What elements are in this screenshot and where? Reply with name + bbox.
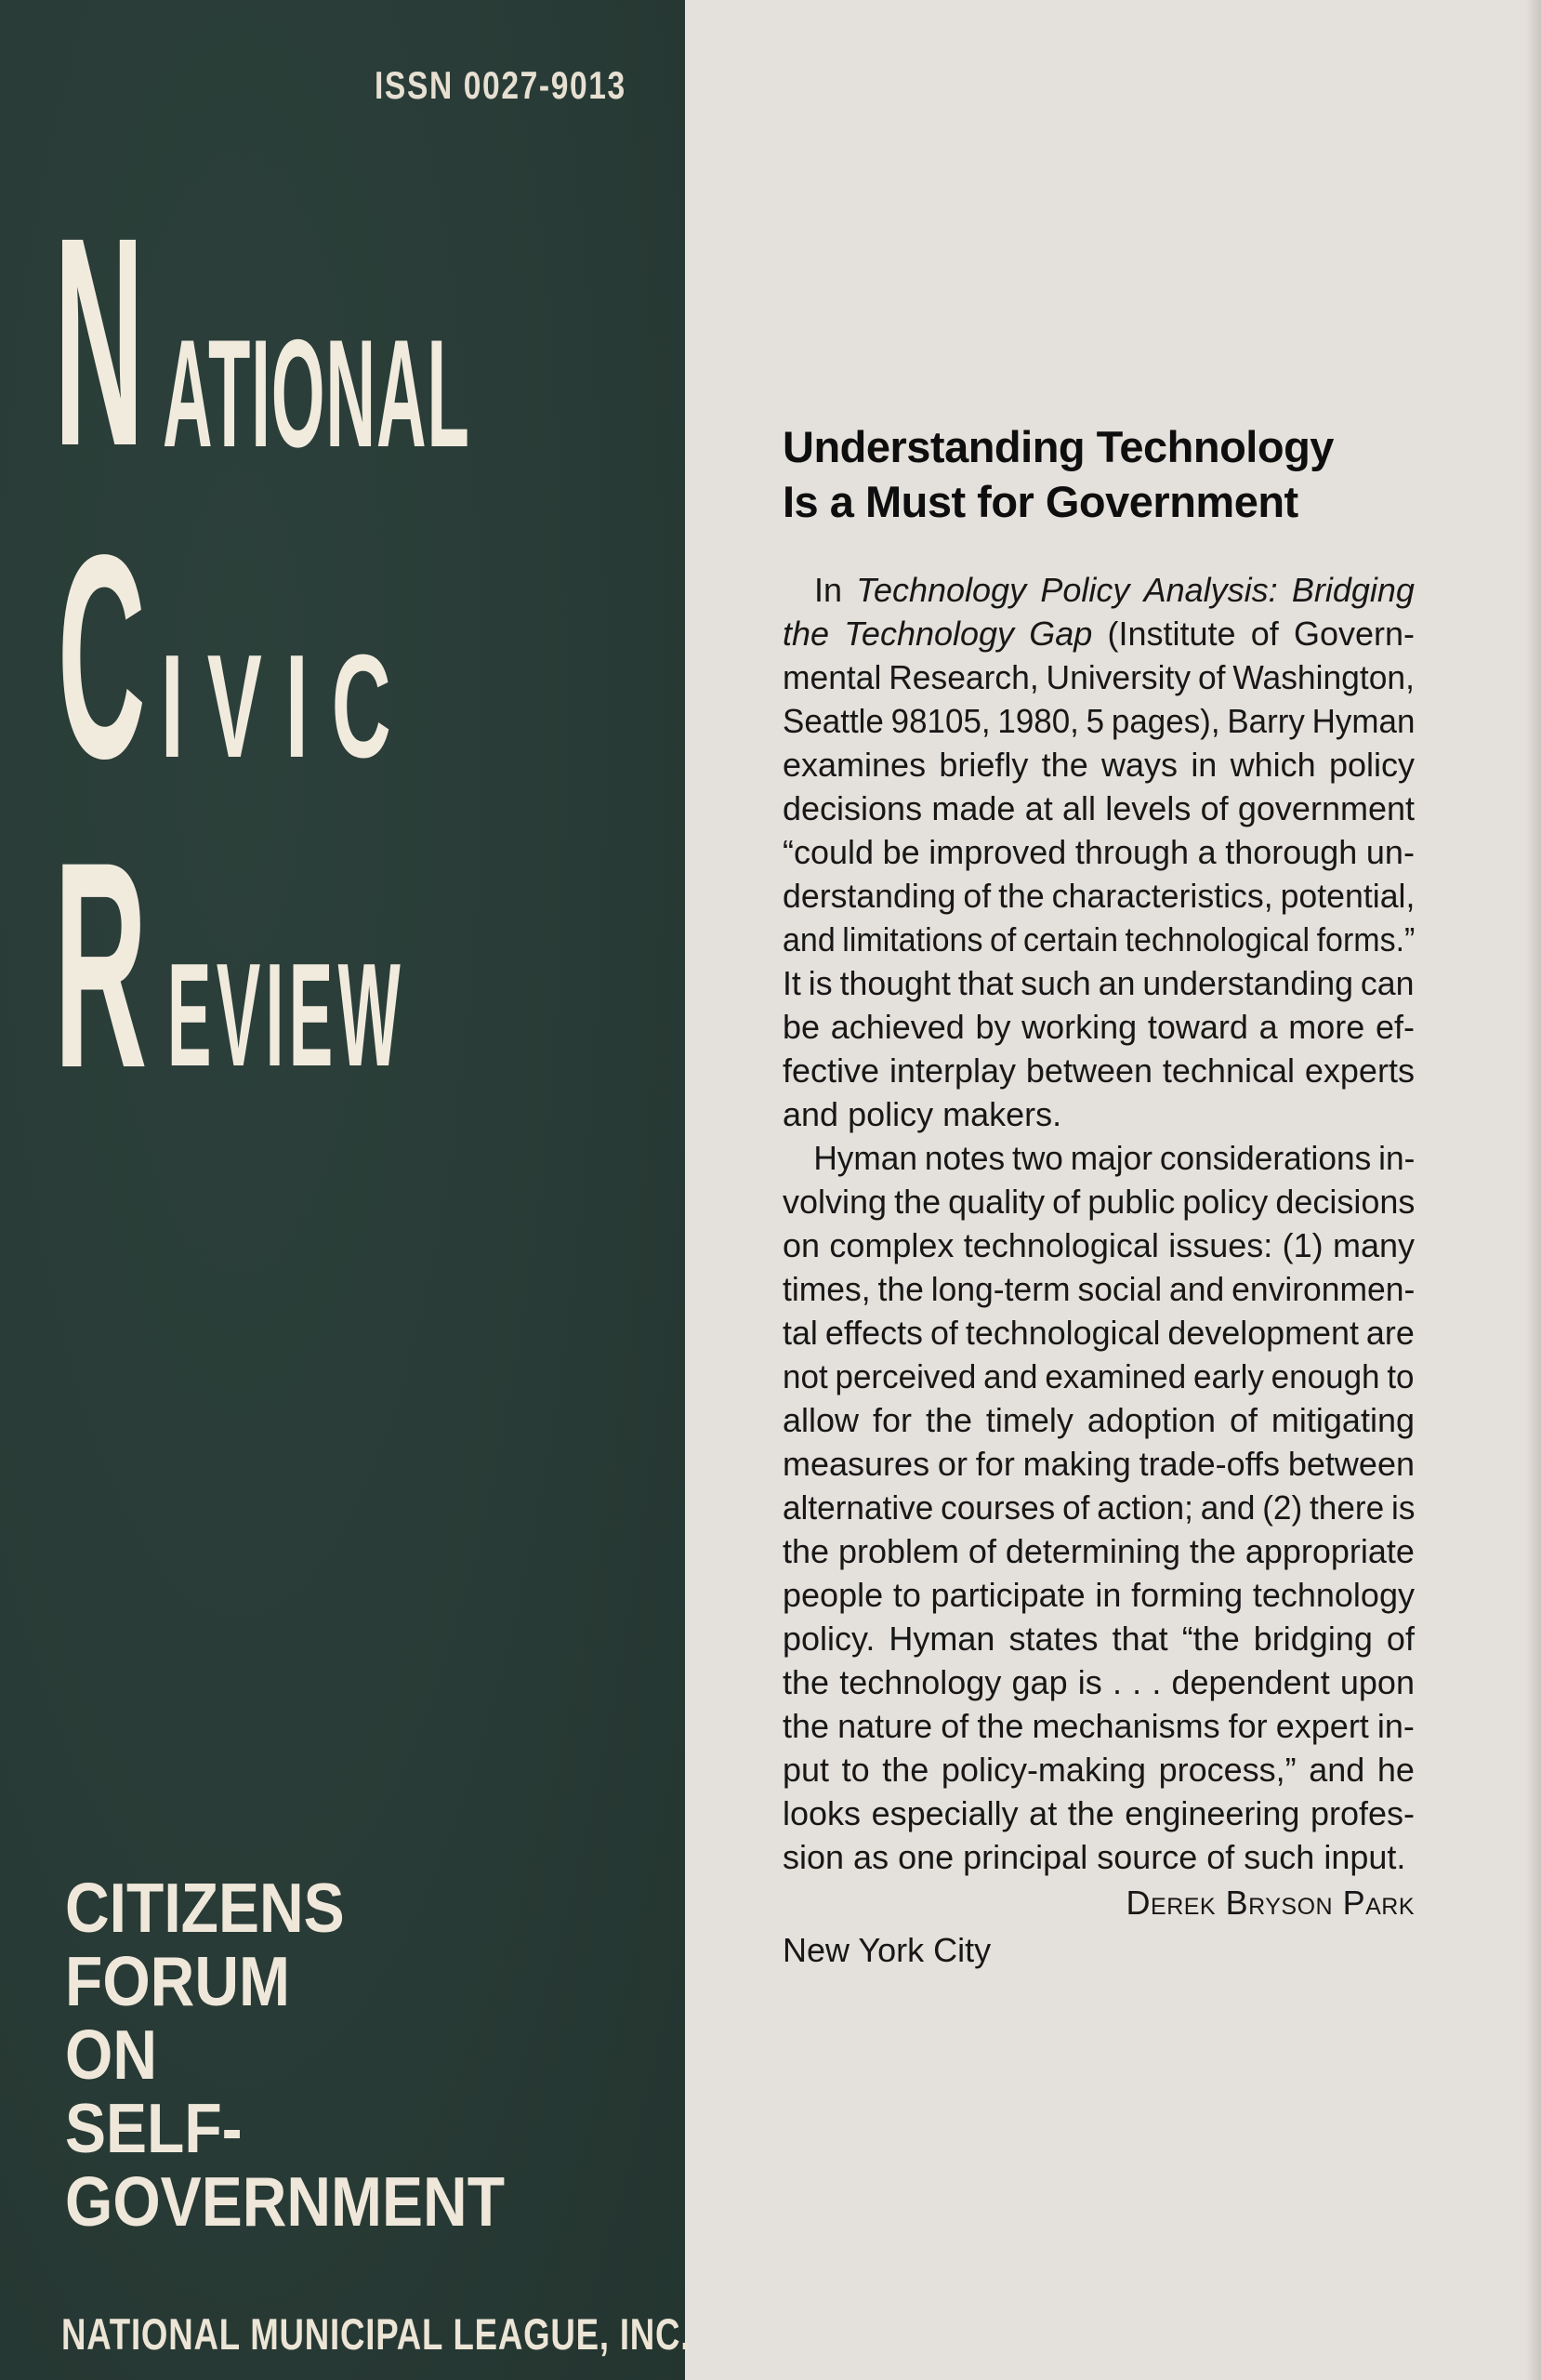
body-line: not perceived and examined early enough to — [783, 1357, 1415, 1395]
body-line: fective interplay between technical experts — [783, 1051, 1415, 1090]
masthead-panel — [0, 0, 691, 2380]
byline: Derek Bryson Park — [1126, 1884, 1415, 1922]
body-line: people to participate in forming technology — [783, 1576, 1415, 1614]
forum-line: SELF-GOVERNMENT — [65, 2089, 506, 2241]
masthead-national-initial: N — [54, 175, 145, 508]
page-edge-shadow — [1526, 0, 1541, 2380]
body-line: Hyman notes two major considerations in- — [813, 1139, 1416, 1177]
body-line: be achieved by working toward a more ef- — [783, 1008, 1415, 1046]
body-line: the problem of determining the appropriate — [783, 1532, 1415, 1570]
masthead-civic-initial: C — [58, 496, 146, 819]
masthead-civic-rest: IVIC — [161, 625, 415, 788]
body-line: It is thought that such an understanding can — [783, 964, 1415, 1002]
body-line: times, the long-term social and environmen- — [783, 1270, 1416, 1308]
body-line: mental Research, University of Washington, — [783, 658, 1415, 696]
body-line: derstanding of the characteristics, potential, — [783, 877, 1416, 915]
body-line: the technology gap is . . . dependent upon — [783, 1663, 1415, 1701]
body-line: allow for the timely adoption of mitigating — [783, 1401, 1415, 1439]
body-line: put to the policy-making process,” and he — [783, 1751, 1415, 1789]
paragraph — [783, 1136, 1415, 1879]
masthead-national-rest: ATIONAL — [163, 308, 470, 479]
masthead-review-rest: EVIEW — [167, 933, 406, 1097]
body-line: looks especially at the engineering profes- — [783, 1794, 1415, 1832]
body-line: the nature of the mechanisms for expert in- — [783, 1707, 1415, 1745]
body-line: measures or for making trade-offs between — [783, 1445, 1415, 1483]
article-title-line: Is a Must for Government — [783, 477, 1298, 526]
body-line: examines briefly the ways in which policy — [783, 746, 1415, 784]
body-line: decisions made at all levels of government — [783, 789, 1415, 827]
article-title-line: Understanding Technology — [783, 422, 1334, 471]
body-line: the Technology Gap (Institute of Govern- — [783, 615, 1415, 653]
body-line: policy. Hyman states that “the bridging of — [783, 1620, 1415, 1658]
paragraph — [783, 568, 1415, 1136]
publisher-label: NATIONAL MUNICIPAL LEAGUE, INC. — [61, 2309, 691, 2359]
article-title — [783, 419, 1424, 529]
forum-line: ON — [65, 2016, 157, 2094]
forum-line: CITIZENS — [65, 1869, 345, 1947]
body-line: volving the quality of public policy decisions — [783, 1183, 1416, 1221]
body-line: sion as one principal source of such input. — [783, 1838, 1406, 1876]
article-body — [783, 568, 1415, 1972]
body-line: tal effects of technological development are — [783, 1314, 1415, 1352]
masthead-review-initial: R — [54, 800, 148, 1129]
body-line: “could be improved through a thorough un- — [783, 833, 1415, 871]
citizens-forum-block — [65, 1871, 611, 2239]
forum-line: FORUM — [65, 1942, 290, 2020]
body-line: and policy makers. — [783, 1095, 1062, 1133]
body-line: and limitations of certain technological forms.” — [783, 920, 1416, 959]
byline-location: New York City — [783, 1931, 992, 1969]
issn-label: ISSN 0027-9013 — [375, 63, 626, 107]
body-line: alternative courses of action; and (2) there is — [783, 1488, 1416, 1527]
body-line: In Technology Policy Analysis: Bridging — [814, 571, 1415, 609]
body-line: Seattle 98105, 1980, 5 pages), Barry Hyman — [783, 702, 1416, 740]
body-line: on complex technological issues: (1) many — [783, 1226, 1415, 1264]
